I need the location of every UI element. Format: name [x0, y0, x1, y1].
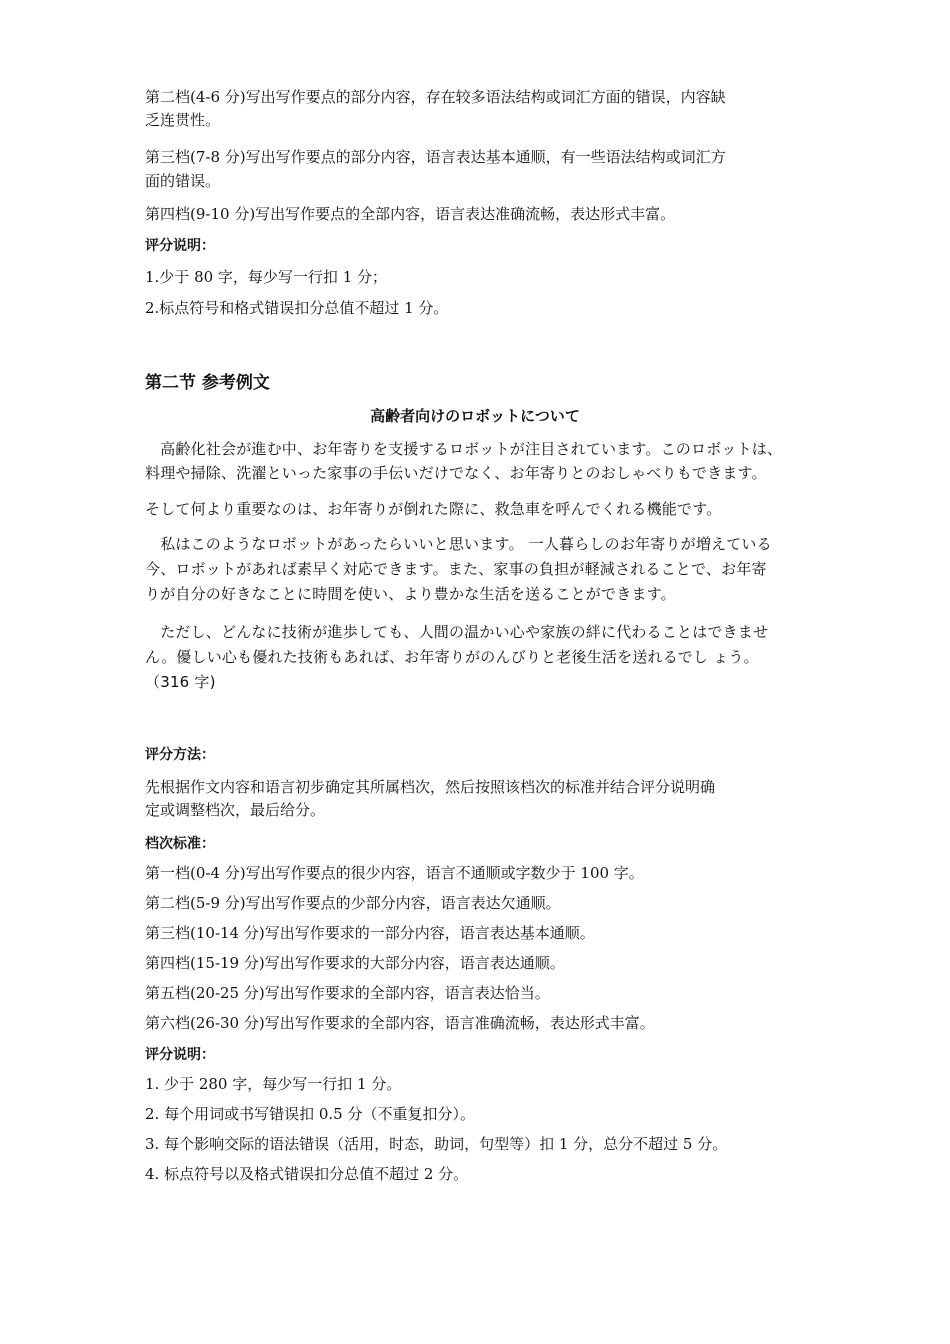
scoring-note-2: 2.标点符号和格式错误扣分总值不超过 1 分。 — [145, 299, 449, 317]
standard-tier-2: 第二档(5-9 分)写出写作要点的少部分内容，语言表达欠通顺。 — [145, 894, 561, 912]
standard-tier-5: 第五档(20-25 分)写出写作要求的全部内容，语言表达恰当。 — [145, 984, 550, 1002]
essay-p1-line1: 高齢化社会が進む中、お年寄りを支援するロボットが注目されています。このロボットは、 — [145, 440, 783, 458]
tier4-line: 第四档(9-10 分)写出写作要点的全部内容，语言表达准确流畅，表达形式丰富。 — [145, 205, 676, 223]
tier3-line-cont: 面的错误。 — [145, 172, 221, 190]
essay-word-count: （316 字) — [145, 673, 216, 691]
standard-tier-4: 第四档(15-19 分)写出写作要求的大部分内容，语言表达通顺。 — [145, 954, 565, 972]
essay-p3-line2: 今、ロボットがあれば素早く対応できます。また、家事の負担が軽減されることで、お年寄 — [145, 560, 767, 578]
standard-tier-6: 第六档(26-30 分)写出写作要求的全部内容，语言准确流畅，表达形式丰富。 — [145, 1014, 655, 1032]
final-note-3: 3. 每个影响交际的语法错误（活用，时态，助词，句型等）扣 1 分，总分不超过 5 分。 — [145, 1135, 728, 1153]
standard-tier-1: 第一档(0-4 分)写出写作要点的很少内容，语言不通顺或字数少于 100 字。 — [145, 864, 644, 882]
scoring-notes-heading: 评分说明： — [145, 238, 215, 254]
tier2-line-cont: 乏连贯性。 — [145, 111, 221, 129]
scoring-note-1: 1.少于 80 字，每少写一行扣 1 分； — [145, 268, 388, 286]
final-note-2: 2. 每个用词或书写错误扣 0.5 分（不重复扣分）。 — [145, 1105, 475, 1123]
essay-p2-line1: そして何より重要なのは、お年寄りが倒れた際に、救急車を呼んでくれる機能です。 — [145, 500, 722, 518]
standard-tier-3: 第三档(10-14 分)写出写作要求的一部分内容，语言表达基本通顺。 — [145, 924, 595, 942]
method-heading: 评分方法： — [145, 747, 215, 763]
method-line2: 定或调整档次，最后给分。 — [145, 801, 326, 819]
essay-p4-line1: ただし、どんなに技術が進歩しても、人間の温かい心や家族の絆に代わることはできませ — [145, 623, 769, 641]
essay-p3-line1: 私はこのようなロボットがあったらいいと思います。 一人暮らしのお年寄りが増えている — [145, 535, 772, 553]
essay-p3-line3: りが自分の好きなことに時間を使い、より豊かな生活を送ることができます。 — [145, 585, 676, 603]
tier3-line: 第三档(7-8 分)写出写作要点的部分内容，语言表达基本通顺，有一些语法结构或词汇方 — [145, 148, 726, 166]
final-note-4: 4. 标点符号以及格式错误扣分总值不超过 2 分。 — [145, 1165, 469, 1183]
essay-p1-line2: 料理や掃除、洗濯といった家事の手伝いだけでなく、お年寄りとのおしゃべりもできます。 — [145, 464, 767, 482]
essay-p4-line2: ん。優しい心も優れた技術もあれば、お年寄りがのんびりと老後生活を送れるでし ょう。 — [145, 648, 759, 666]
final-notes-heading: 评分说明： — [145, 1047, 215, 1063]
standard-heading: 档次标准： — [145, 836, 215, 852]
method-line1: 先根据作文内容和语言初步确定其所属档次，然后按照该档次的标准并结合评分说明确 — [145, 778, 716, 796]
section-heading: 第二节 参考例文 — [145, 373, 270, 393]
final-note-1: 1. 少于 280 字，每少写一行扣 1 分。 — [145, 1075, 402, 1093]
essay-title: 高齢者向けのロボットについて — [370, 407, 580, 425]
tier2-line: 第二档(4-6 分)写出写作要点的部分内容，存在较多语法结构或词汇方面的错误，内容缺 — [145, 88, 726, 106]
